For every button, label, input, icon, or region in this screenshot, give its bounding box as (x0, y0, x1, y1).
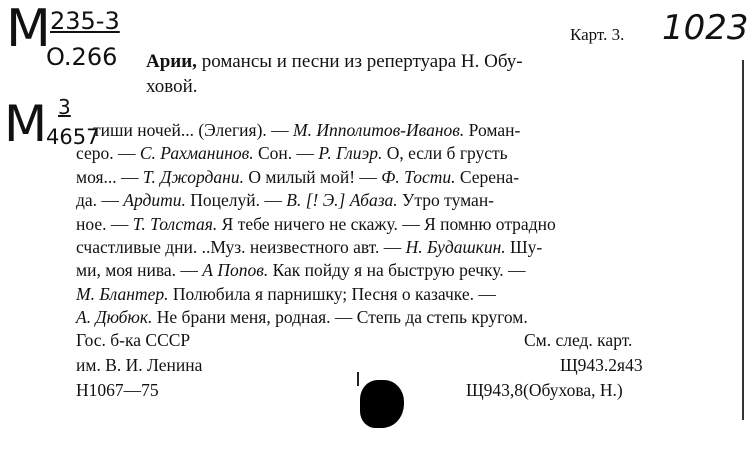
body-segment: моя... — (76, 166, 143, 187)
body-segment: Серена- (455, 166, 520, 187)
body-segment: ное. — (76, 213, 133, 234)
body-line (76, 167, 519, 188)
author-name: М. Блантер. (76, 283, 169, 304)
body-segment: ми, моя нива. — (76, 260, 203, 281)
body-segment: Сон. — (253, 143, 319, 164)
body-segment: Роман- (464, 120, 521, 140)
body-segment: Шу- (505, 237, 543, 257)
body-line (76, 190, 494, 211)
author-name: Н. Будашкин. (405, 237, 506, 257)
body-segment: Не брани меня, родная. — Степь да степь кругом. (152, 307, 528, 328)
handwritten-number: 1023 (662, 8, 749, 48)
shelfmark-top-lower: O.266 (46, 43, 118, 71)
see-next-card: См. след. карт. (524, 330, 633, 350)
author-name: А Попов. (202, 260, 269, 281)
body-segment: серо. — (76, 143, 140, 164)
author-name: С. Рахманинов. (139, 143, 254, 164)
author-name: Т. Джордани. (142, 166, 244, 187)
shelfmark-top-letter: М (6, 0, 51, 59)
classification-code-1: Щ943.2я43 (560, 355, 643, 375)
body-segment: да. — (76, 190, 124, 211)
body-segment: тиши ночей... (Элегия). — (93, 120, 294, 140)
ink-tick (357, 372, 359, 386)
shelfmark-side-upper: 3 (58, 95, 71, 119)
author-name: Т. Толстая. (132, 213, 218, 234)
title-rest: ховой. (146, 76, 198, 97)
body-line (76, 237, 542, 258)
body-segment: счастливые дни. ..Муз. неизвестного авт. — (76, 237, 406, 257)
body-line (76, 307, 528, 328)
body-segment: О милый мой! — (243, 166, 382, 187)
author-name: Ардити. (123, 190, 186, 211)
author-name: Р. Глиэр. (318, 143, 383, 164)
author-name: В. [! Э.] Абаза. (286, 190, 398, 211)
shelfmark-side-letter: М (4, 95, 48, 153)
body-segment: Полюбила я парнишку; Песня о казачке. — (168, 283, 496, 304)
body-segment: Как пойду я на быструю речку. — (268, 260, 526, 281)
title-line-1 (146, 50, 523, 73)
body-line (76, 214, 556, 235)
body-segment: Поцелуй. — (185, 190, 287, 211)
body-line (76, 260, 526, 281)
body-line (76, 143, 508, 164)
card-edge-line (742, 60, 744, 420)
card-label: Карт. 3. (570, 25, 625, 44)
title-line-2 (146, 75, 198, 98)
classification-code-2: Щ943,8(Обухова, Н.) (466, 380, 623, 400)
body-segment: Утро туман- (397, 190, 495, 211)
ink-blot (360, 380, 404, 428)
title-rest: романсы и песни из репертуара Н. Обу- (196, 51, 523, 72)
library-subname: им. В. И. Ленина (76, 355, 203, 375)
body-segment: О, если б грусть (382, 143, 508, 164)
shelfmark-side-lower: 4657 (46, 125, 100, 149)
body-line (76, 284, 496, 305)
body-line (93, 120, 520, 141)
author-name: А. Дюбюк. (76, 307, 153, 328)
shelfmark-top-upper: 235-3 (50, 7, 120, 35)
author-name: Ф. Тости. (381, 166, 456, 187)
library-name: Гос. б-ка СССР (76, 330, 191, 350)
title-word: Арии, (146, 51, 197, 72)
body-segment: Я тебе ничего не скажу. — Я помню отрадно (217, 213, 556, 234)
author-name: М. Ипполитов-Иванов. (293, 120, 465, 140)
card-code: Н1067—75 (76, 380, 159, 400)
